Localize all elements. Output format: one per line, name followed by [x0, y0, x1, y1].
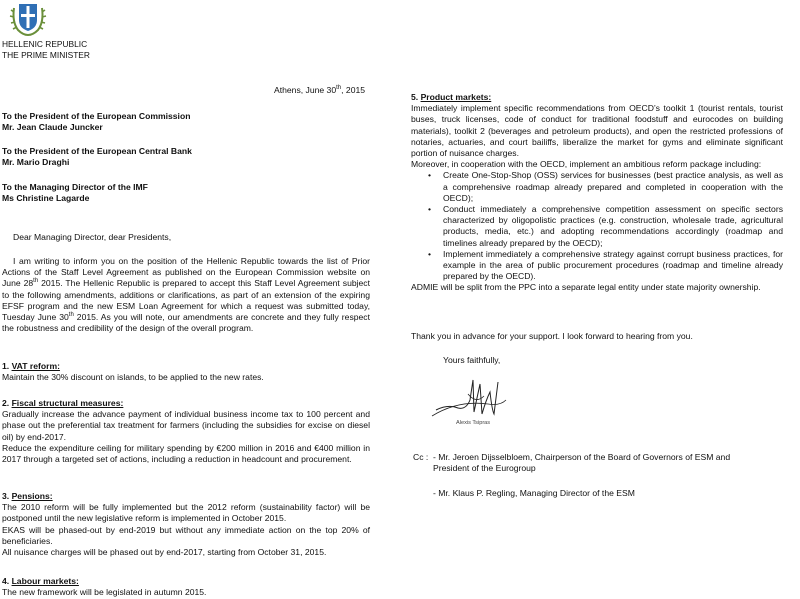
section-text: Maintain the 30% discount on islands, to be applied to the new rates.	[2, 372, 264, 383]
state-emblem	[8, 2, 48, 36]
letterhead-line1: HELLENIC REPUBLIC	[2, 39, 88, 49]
letterhead-line2: THE PRIME MINISTER	[2, 50, 90, 60]
recipient-name: Mr. Jean Claude Juncker	[2, 122, 103, 133]
cc-item-text: - Mr. Klaus P. Regling, Managing Director of the ESM	[433, 488, 635, 498]
list-item: • Implement immediately a comprehensive strategy against corrupt business practices, for example in the area of public procurement procedures (roadmap and timeline already prepared by the OECD).	[428, 248, 783, 282]
recipient-3	[2, 182, 148, 204]
salutation: Dear Managing Director, dear Presidents,	[13, 232, 172, 242]
section-text: The new framework will be legislated in autumn 2015.	[2, 587, 207, 598]
cc-item-1	[433, 452, 763, 474]
section-fiscal	[2, 398, 370, 465]
section-text: All nuisance charges will be phased out by end-2017, starting from October 31, 2015.	[2, 547, 327, 558]
section-product	[411, 92, 783, 294]
intro-sup1: th	[33, 278, 39, 285]
recipient-name: Mr. Mario Draghi	[2, 157, 70, 168]
sign-off: Yours faithfully,	[443, 355, 501, 365]
section-text: Moreover, in cooperation with the OECD, implement an ambitious reform package including:	[411, 159, 762, 170]
date-sup: th	[336, 85, 342, 92]
cc-item-2	[433, 488, 763, 499]
section-title: 2. Fiscal structural measures:	[2, 398, 124, 408]
cc-label: Cc :	[413, 452, 429, 462]
intro-part2: 2015. The Hellenic Republic is prepared to accept this Staff Level Agreement subject to the following amendments, additions or clarifications, as part of an extension of the expiring EFSF program and the new ESM Loan Agreement for which a request was submitted today, Tuesday June 30	[2, 278, 370, 323]
intro-part1: I am writing to inform you on the position of the Hellenic Republic towards the list of Prior Actions of the Staff Level Agreement as published on the European Commission website on June 28	[2, 256, 370, 289]
section-title: 3. Pensions:	[2, 491, 53, 501]
greek-state-emblem-icon	[8, 2, 48, 36]
reform-list	[411, 170, 783, 282]
recipient-title: To the Managing Director of the IMF	[2, 182, 148, 192]
section-text: The 2010 reform will be fully implemented but the 2012 reform (sustainability factor) will be postponed until the new legislative reform is implemented in October 2015.	[2, 502, 370, 524]
section-vat	[2, 361, 370, 383]
recipient-title: To the President of the European Central Bank	[2, 146, 192, 156]
recipient-name: Ms Christine Lagarde	[2, 193, 90, 204]
thanks-line: Thank you in advance for your support. I look forward to hearing from you.	[411, 331, 693, 341]
section-text: Gradually increase the advance payment of individual business income tax to 100 percent and phase out the preferential tax treatment for farmers (including the subsidies for excise on diesel oil) by end-2017.	[2, 409, 370, 442]
recipient-1	[2, 111, 190, 133]
list-item: • Create One-Stop-Shop (OSS) services for businesses (best practice analysis, as well as a comprehensive roadmap already prepared and completed in cooperation with the OECD);	[428, 170, 783, 203]
bullet-icon: •	[428, 204, 432, 215]
section-text: Immediately implement specific recommendations from OECD’s toolkit 1 (tourist rentals, tourist buses, truck licenses, code of conduct for traditional foodstuff and eurocodes on building materials), toolkit 2 (beverages and petroleum products), and open the restricted professions of notaries, actuaries, and court bailiffs, liberalize the market for gyms and eliminate significant portion of nuisance charges.	[411, 103, 783, 159]
section-title: 4. Labour markets:	[2, 576, 79, 586]
section-text: EKAS will be phased-out by end-2019 but without any immediate action on the top 20% of beneficiaries.	[2, 524, 370, 546]
intro-paragraph	[2, 256, 370, 334]
intro-part3: 2015. As you will note, our amendments are concrete and they fully respect the robustness and credibility of the design of the overall program.	[2, 312, 370, 334]
recipient-2	[2, 146, 192, 168]
section-title: 5. Product markets:	[411, 92, 492, 102]
intro-sup2: th	[68, 312, 74, 319]
cc-item-text: - Mr. Jeroen Dijsselbloem, Chairperson of the Board of Governors of ESM and President of the Eurogroup	[433, 452, 731, 474]
bullet-icon: •	[428, 170, 432, 181]
list-item: • Conduct immediately a comprehensive competition assessment on specific sectors characterized by oligopolistic practices (e.g. construction, wholesale trade, agricultural products, media, etc.) and adopting recommendations accordingly (roadmap and timelines already prepared by the OECD);	[428, 204, 783, 248]
letterhead	[2, 39, 90, 61]
section-title: 1. VAT reform:	[2, 361, 60, 371]
section-text: Reduce the expenditure ceiling for military spending by €200 million in 2016 and €400 million in 2017 through a targeted set of actions, including a reduction in headcount and procurement.	[2, 442, 370, 465]
signature-name: Alexis Tsipras	[456, 420, 491, 426]
section-labour	[2, 576, 370, 598]
section-pensions	[2, 491, 370, 558]
letter-date	[274, 85, 365, 96]
recipient-title: To the President of the European Commission	[2, 111, 191, 121]
bullet-icon: •	[428, 248, 432, 259]
date-text: Athens, June 30	[274, 85, 337, 95]
date-year: , 2015	[341, 85, 366, 95]
section-text: ADMIE will be split from the PPC into a separate legal entity under state majority ownership.	[411, 282, 761, 293]
